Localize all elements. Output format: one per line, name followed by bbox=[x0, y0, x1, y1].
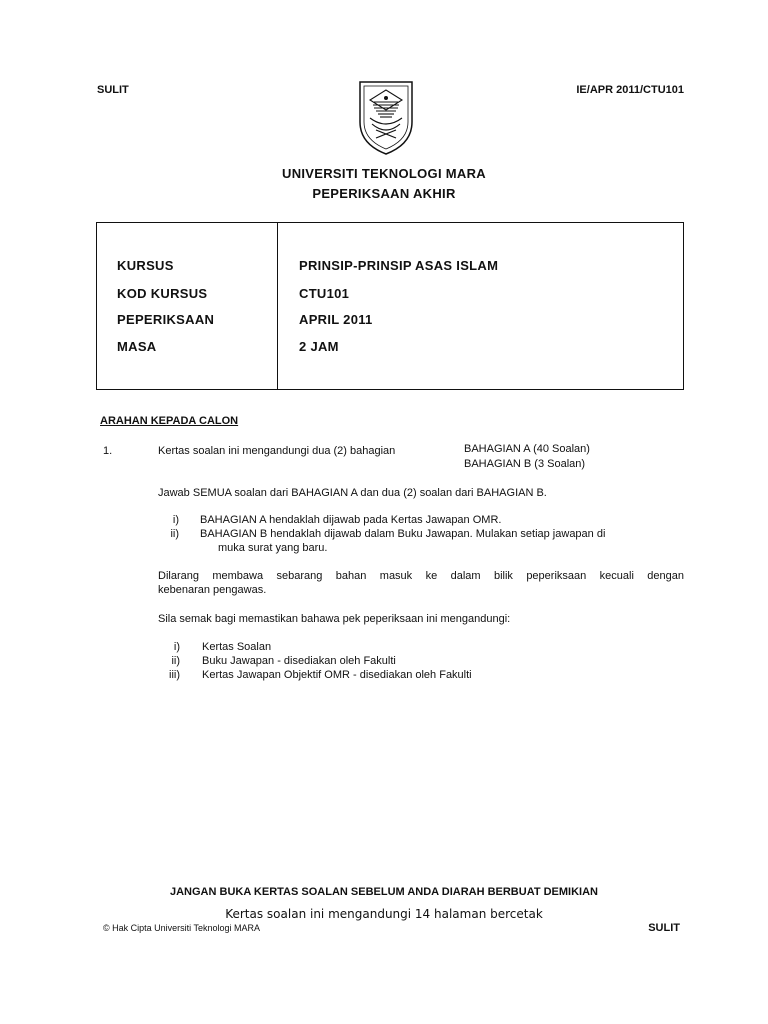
info-value-kursus: PRINSIP-PRINSIP ASAS ISLAM bbox=[299, 258, 499, 273]
sub-item-number: ii) bbox=[170, 528, 179, 540]
pack-item-text: Buku Jawapan - disediakan oleh Fakulti bbox=[202, 655, 396, 667]
instruction-answer-all: Jawab SEMUA soalan dari BAHAGIAN A dan dua (2) soalan dari BAHAGIAN B. bbox=[158, 487, 547, 499]
instructions-heading: ARAHAN KEPADA CALON bbox=[100, 415, 239, 427]
pack-item-text: Kertas Soalan bbox=[202, 641, 272, 653]
info-label-peperiksaan: PEPERIKSAAN bbox=[117, 312, 215, 327]
section-a-label: BAHAGIAN A (40 Soalan) bbox=[464, 443, 590, 455]
sub-item-text: BAHAGIAN B hendaklah dijawab dalam Buku Jawapan. Mulakan setiap jawapan di bbox=[200, 528, 606, 540]
pack-item-number: iii) bbox=[169, 669, 180, 681]
info-box-divider bbox=[277, 223, 278, 389]
info-value-kod-kursus: CTU101 bbox=[299, 286, 350, 301]
sulit-label-bottom: SULIT bbox=[648, 922, 680, 934]
sub-item-text: BAHAGIAN A hendaklah dijawab pada Kertas Jawapan OMR. bbox=[200, 514, 502, 526]
prohibition-text: Dilarang membawa sebarang bahan masuk ke dalam bilik peperiksaan kecuali dengan bbox=[158, 570, 684, 582]
pack-check-text: Sila semak bagi memastikan bahawa pek peperiksaan ini mengandungi: bbox=[158, 613, 511, 625]
copyright-text: © Hak Cipta Universiti Teknologi MARA bbox=[103, 923, 261, 933]
university-title: UNIVERSITI TEKNOLOGI MARA bbox=[282, 166, 486, 181]
instruction-line-sections: Kertas soalan ini mengandungi dua (2) bahagian bbox=[158, 445, 396, 457]
paper-code: IE/APR 2011/CTU101 bbox=[576, 84, 684, 96]
course-info-box bbox=[96, 222, 684, 390]
info-value-peperiksaan: APRIL 2011 bbox=[299, 312, 373, 327]
do-not-open-warning: JANGAN BUKA KERTAS SOALAN SEBELUM ANDA DIARAH BERBUAT DEMIKIAN bbox=[170, 886, 598, 898]
pack-item-number: i) bbox=[173, 641, 180, 653]
info-label-masa: MASA bbox=[117, 339, 157, 354]
page-count-text: Kertas soalan ini mengandungi 14 halaman bercetak bbox=[225, 907, 543, 921]
info-label-kod-kursus: KOD KURSUS bbox=[117, 286, 208, 301]
instruction-number: 1. bbox=[103, 445, 113, 457]
sulit-label-top: SULIT bbox=[97, 84, 129, 96]
pack-item-number: ii) bbox=[171, 655, 180, 667]
pack-item-text: Kertas Jawapan Objektif OMR - disediakan oleh Fakulti bbox=[202, 669, 472, 681]
prohibition-text-continuation: kebenaran pengawas. bbox=[158, 584, 267, 596]
sub-item-text-continuation: muka surat yang baru. bbox=[218, 542, 328, 554]
university-crest-icon bbox=[356, 78, 416, 158]
section-b-label: BAHAGIAN B (3 Soalan) bbox=[464, 458, 586, 470]
info-label-kursus: KURSUS bbox=[117, 258, 174, 273]
exam-title: PEPERIKSAAN AKHIR bbox=[312, 186, 456, 201]
info-value-masa: 2 JAM bbox=[299, 339, 339, 354]
sub-item-number: i) bbox=[172, 514, 179, 526]
